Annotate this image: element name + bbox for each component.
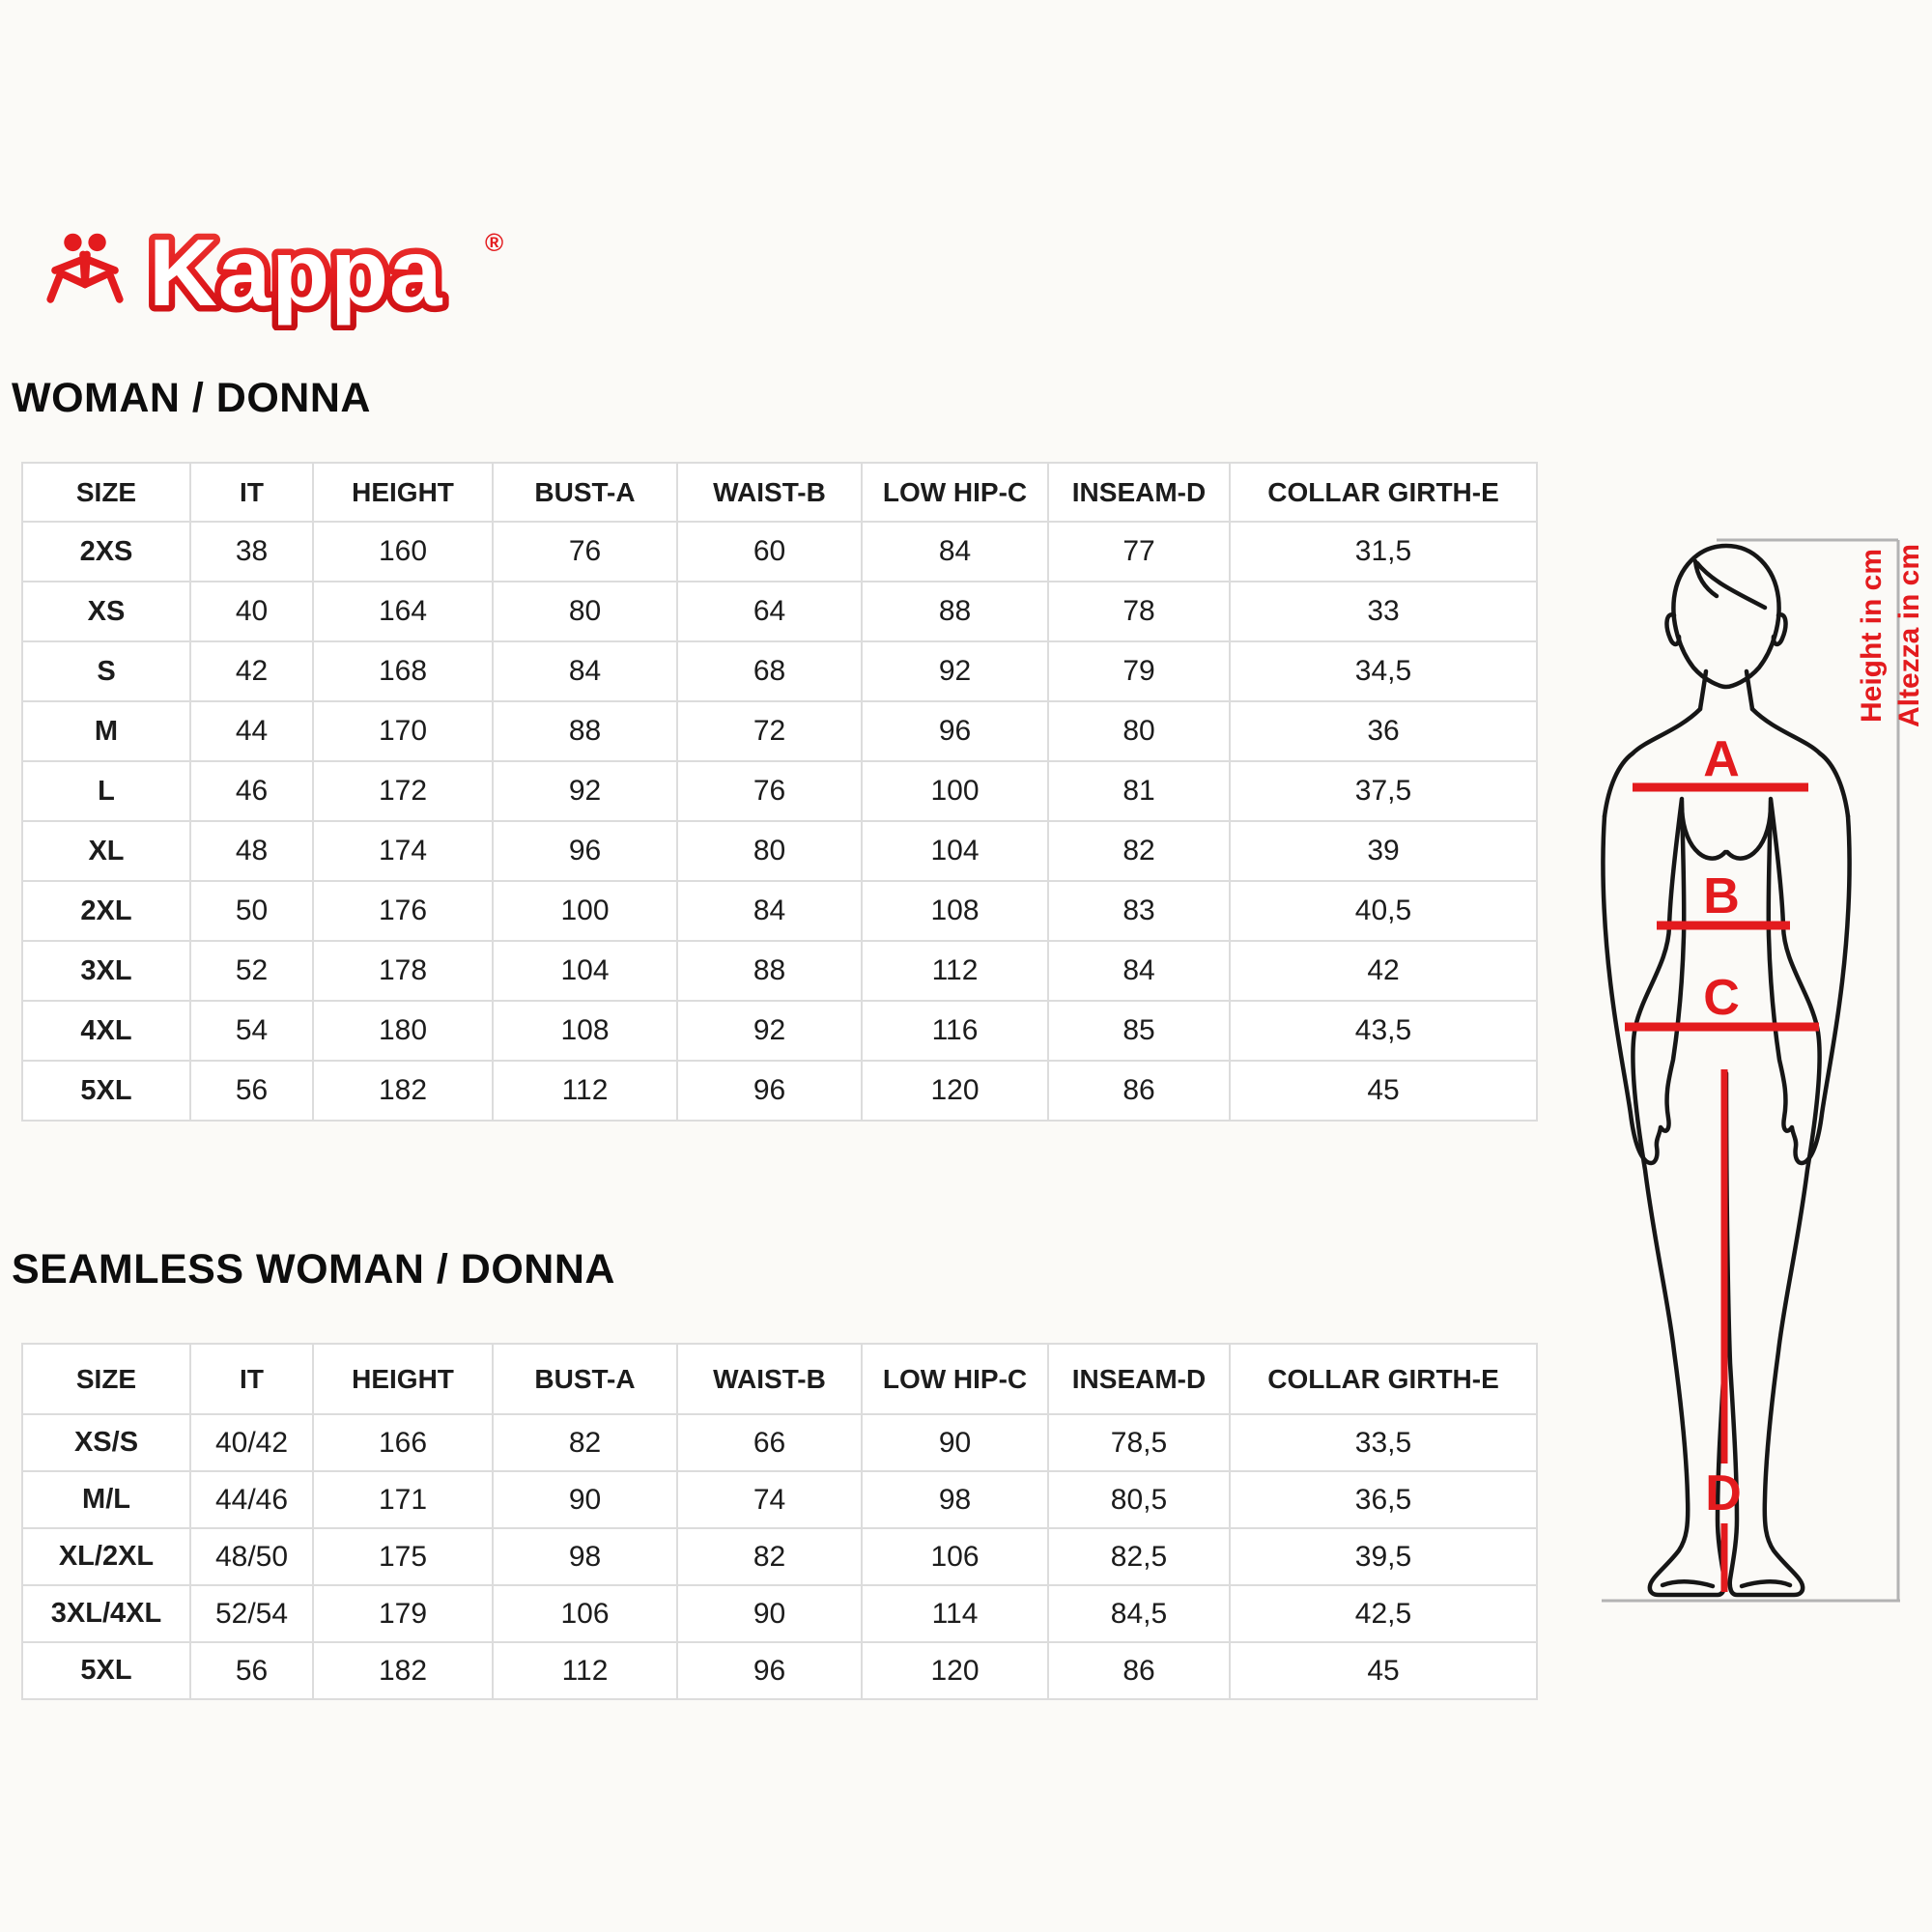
table-row xyxy=(22,1001,1537,1061)
value-cell: 96 xyxy=(677,1061,862,1121)
table-row xyxy=(22,1414,1537,1471)
table-row xyxy=(22,1061,1537,1121)
column-header: COLLAR GIRTH-E xyxy=(1230,463,1537,522)
value-cell: 86 xyxy=(1048,1061,1230,1121)
value-cell: 72 xyxy=(677,701,862,761)
height-caption-it: Altezza in cm xyxy=(1893,543,1925,728)
height-caption-en: Height in cm xyxy=(1856,548,1888,724)
value-cell: 112 xyxy=(862,941,1048,1001)
value-cell: 80,5 xyxy=(1048,1471,1230,1528)
table-row xyxy=(22,941,1537,1001)
value-cell: 81 xyxy=(1048,761,1230,821)
column-header: HEIGHT xyxy=(313,463,493,522)
value-cell: 104 xyxy=(862,821,1048,881)
table-row xyxy=(22,522,1537,582)
value-cell: 80 xyxy=(677,821,862,881)
value-cell: 40,5 xyxy=(1230,881,1537,941)
value-cell: 166 xyxy=(313,1414,493,1471)
value-cell: 82 xyxy=(493,1414,677,1471)
omini-right-head xyxy=(88,234,105,251)
value-cell: 74 xyxy=(677,1471,862,1528)
value-cell: 88 xyxy=(862,582,1048,641)
column-header: SIZE xyxy=(22,1344,190,1414)
omini-left-leg xyxy=(50,273,85,299)
value-cell: 45 xyxy=(1230,1061,1537,1121)
value-cell: 42 xyxy=(190,641,313,701)
value-cell: 80 xyxy=(493,582,677,641)
label-low-hip-c: C xyxy=(1703,970,1740,1026)
value-cell: 98 xyxy=(493,1528,677,1585)
omini-right-arm xyxy=(89,260,115,270)
size-table-seamless-woman xyxy=(21,1343,1538,1700)
value-cell: 76 xyxy=(677,761,862,821)
value-cell: 114 xyxy=(862,1585,1048,1642)
value-cell: 100 xyxy=(493,881,677,941)
column-header: INSEAM-D xyxy=(1048,1344,1230,1414)
value-cell: 48 xyxy=(190,821,313,881)
header-row xyxy=(22,463,1537,522)
left-foot-line xyxy=(1662,1581,1713,1586)
size-cell: 4XL xyxy=(22,1001,190,1061)
value-cell: 50 xyxy=(190,881,313,941)
section-title-seamless-woman: SEAMLESS WOMAN / DONNA xyxy=(12,1246,615,1293)
value-cell: 45 xyxy=(1230,1642,1537,1699)
value-cell: 170 xyxy=(313,701,493,761)
value-cell: 92 xyxy=(862,641,1048,701)
value-cell: 90 xyxy=(862,1414,1048,1471)
value-cell: 171 xyxy=(313,1471,493,1528)
column-header: LOW HIP-C xyxy=(862,1344,1048,1414)
value-cell: 84,5 xyxy=(1048,1585,1230,1642)
table-row xyxy=(22,701,1537,761)
left-arm xyxy=(1603,801,1684,1163)
value-cell: 90 xyxy=(677,1585,862,1642)
value-cell: 44/46 xyxy=(190,1471,313,1528)
value-cell: 44 xyxy=(190,701,313,761)
value-cell: 88 xyxy=(493,701,677,761)
value-cell: 84 xyxy=(1048,941,1230,1001)
value-cell: 160 xyxy=(313,522,493,582)
value-cell: 56 xyxy=(190,1642,313,1699)
right-arm xyxy=(1769,801,1850,1163)
label-waist-b: B xyxy=(1703,868,1740,924)
value-cell: 39 xyxy=(1230,821,1537,881)
body-measurement-diagram xyxy=(1589,526,1932,1613)
value-cell: 176 xyxy=(313,881,493,941)
value-cell: 40/42 xyxy=(190,1414,313,1471)
column-header: LOW HIP-C xyxy=(862,463,1048,522)
value-cell: 54 xyxy=(190,1001,313,1061)
value-cell: 175 xyxy=(313,1528,493,1585)
section-title-woman: WOMAN / DONNA xyxy=(12,375,371,421)
value-cell: 84 xyxy=(862,522,1048,582)
head-outline xyxy=(1673,546,1778,687)
value-cell: 33,5 xyxy=(1230,1414,1537,1471)
value-cell: 116 xyxy=(862,1001,1048,1061)
value-cell: 92 xyxy=(677,1001,862,1061)
value-cell: 42,5 xyxy=(1230,1585,1537,1642)
value-cell: 108 xyxy=(493,1001,677,1061)
value-cell: 78 xyxy=(1048,582,1230,641)
header-row xyxy=(22,1344,1537,1414)
value-cell: 68 xyxy=(677,641,862,701)
value-cell: 112 xyxy=(493,1061,677,1121)
value-cell: 92 xyxy=(493,761,677,821)
value-cell: 106 xyxy=(862,1528,1048,1585)
value-cell: 106 xyxy=(493,1585,677,1642)
table-row xyxy=(22,582,1537,641)
column-header: BUST-A xyxy=(493,1344,677,1414)
value-cell: 178 xyxy=(313,941,493,1001)
table-row xyxy=(22,1528,1537,1585)
value-cell: 80 xyxy=(1048,701,1230,761)
value-cell: 56 xyxy=(190,1061,313,1121)
value-cell: 33 xyxy=(1230,582,1537,641)
value-cell: 90 xyxy=(493,1471,677,1528)
value-cell: 77 xyxy=(1048,522,1230,582)
value-cell: 174 xyxy=(313,821,493,881)
value-cell: 84 xyxy=(677,881,862,941)
value-cell: 120 xyxy=(862,1061,1048,1121)
value-cell: 88 xyxy=(677,941,862,1001)
value-cell: 83 xyxy=(1048,881,1230,941)
right-shoulder xyxy=(1752,709,1848,816)
omini-left-head xyxy=(64,234,81,251)
value-cell: 172 xyxy=(313,761,493,821)
value-cell: 96 xyxy=(677,1642,862,1699)
column-header: WAIST-B xyxy=(677,463,862,522)
omini-right-leg xyxy=(85,273,120,299)
registered-trademark: ® xyxy=(485,228,504,257)
value-cell: 36 xyxy=(1230,701,1537,761)
value-cell: 31,5 xyxy=(1230,522,1537,582)
table-row xyxy=(22,821,1537,881)
value-cell: 108 xyxy=(862,881,1048,941)
value-cell: 60 xyxy=(677,522,862,582)
right-bust-curve xyxy=(1727,809,1771,859)
size-cell: 5XL xyxy=(22,1061,190,1121)
value-cell: 40 xyxy=(190,582,313,641)
label-inseam-d: D xyxy=(1705,1465,1742,1521)
size-cell: S xyxy=(22,641,190,701)
size-cell: 2XL xyxy=(22,881,190,941)
value-cell: 38 xyxy=(190,522,313,582)
table-row xyxy=(22,1642,1537,1699)
column-header: WAIST-B xyxy=(677,1344,862,1414)
value-cell: 48/50 xyxy=(190,1528,313,1585)
size-cell: M xyxy=(22,701,190,761)
kappa-wordmark: Kappa xyxy=(149,219,443,326)
table-row xyxy=(22,761,1537,821)
size-cell: 5XL xyxy=(22,1642,190,1699)
size-cell: XL/2XL xyxy=(22,1528,190,1585)
size-cell: XS xyxy=(22,582,190,641)
size-cell: L xyxy=(22,761,190,821)
kappa-logo xyxy=(145,218,522,330)
value-cell: 66 xyxy=(677,1414,862,1471)
left-shoulder xyxy=(1605,709,1700,816)
column-header: INSEAM-D xyxy=(1048,463,1230,522)
value-cell: 180 xyxy=(313,1001,493,1061)
column-header: IT xyxy=(190,463,313,522)
value-cell: 179 xyxy=(313,1585,493,1642)
value-cell: 46 xyxy=(190,761,313,821)
label-bust-a: A xyxy=(1703,731,1740,787)
kappa-omini-icon xyxy=(29,230,141,305)
value-cell: 52 xyxy=(190,941,313,1001)
column-header: COLLAR GIRTH-E xyxy=(1230,1344,1537,1414)
size-cell: M/L xyxy=(22,1471,190,1528)
value-cell: 168 xyxy=(313,641,493,701)
column-header: IT xyxy=(190,1344,313,1414)
size-cell: 3XL xyxy=(22,941,190,1001)
size-cell: 2XS xyxy=(22,522,190,582)
right-foot-line xyxy=(1742,1581,1790,1586)
value-cell: 104 xyxy=(493,941,677,1001)
value-cell: 64 xyxy=(677,582,862,641)
value-cell: 82 xyxy=(677,1528,862,1585)
column-header: SIZE xyxy=(22,463,190,522)
value-cell: 37,5 xyxy=(1230,761,1537,821)
value-cell: 82,5 xyxy=(1048,1528,1230,1585)
value-cell: 182 xyxy=(313,1642,493,1699)
value-cell: 96 xyxy=(493,821,677,881)
value-cell: 36,5 xyxy=(1230,1471,1537,1528)
value-cell: 120 xyxy=(862,1642,1048,1699)
value-cell: 52/54 xyxy=(190,1585,313,1642)
size-cell: XL xyxy=(22,821,190,881)
column-header: HEIGHT xyxy=(313,1344,493,1414)
value-cell: 86 xyxy=(1048,1642,1230,1699)
size-cell: XS/S xyxy=(22,1414,190,1471)
value-cell: 78,5 xyxy=(1048,1414,1230,1471)
size-cell: 3XL/4XL xyxy=(22,1585,190,1642)
omini-left-arm xyxy=(55,260,81,270)
table-row xyxy=(22,641,1537,701)
value-cell: 42 xyxy=(1230,941,1537,1001)
value-cell: 82 xyxy=(1048,821,1230,881)
table-row xyxy=(22,1585,1537,1642)
value-cell: 164 xyxy=(313,582,493,641)
value-cell: 84 xyxy=(493,641,677,701)
value-cell: 98 xyxy=(862,1471,1048,1528)
table-row xyxy=(22,1471,1537,1528)
value-cell: 79 xyxy=(1048,641,1230,701)
value-cell: 112 xyxy=(493,1642,677,1699)
value-cell: 76 xyxy=(493,522,677,582)
left-bust-curve xyxy=(1682,809,1725,859)
value-cell: 43,5 xyxy=(1230,1001,1537,1061)
value-cell: 96 xyxy=(862,701,1048,761)
value-cell: 100 xyxy=(862,761,1048,821)
value-cell: 34,5 xyxy=(1230,641,1537,701)
value-cell: 39,5 xyxy=(1230,1528,1537,1585)
value-cell: 85 xyxy=(1048,1001,1230,1061)
size-table-woman xyxy=(21,462,1538,1122)
table-row xyxy=(22,881,1537,941)
value-cell: 182 xyxy=(313,1061,493,1121)
column-header: BUST-A xyxy=(493,463,677,522)
